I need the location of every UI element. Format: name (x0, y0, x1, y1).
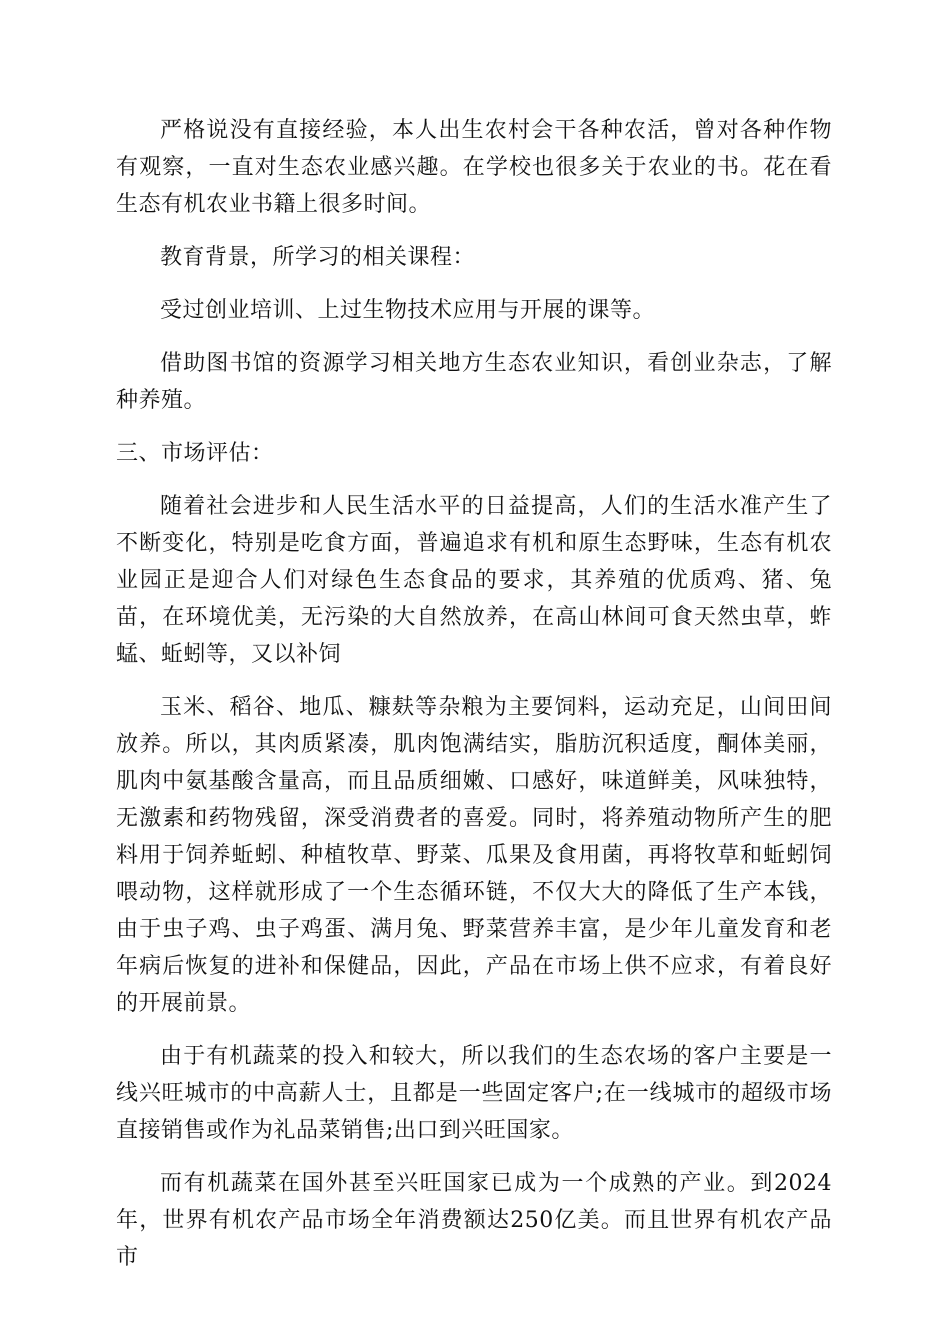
paragraph-experience: 严格说没有直接经验，本人出生农村会干各种农活，曾对各种作物有观察，一直对生态农业感兴趣。在学校也很多关于农业的书。花在看生态有机农业书籍上很多时间。 (116, 118, 832, 217)
paragraph-education-title: 教育背景，所学习的相关课程： (160, 245, 476, 270)
section-heading-market-evaluation: 三、市场评估： (116, 441, 274, 466)
document-body (116, 112, 832, 1276)
paragraph-market-1: 随着社会进步和人民生活水平的日益提高，人们的生活水准产生了不断变化，特别是吃食方面，普遍追求有机和原生态野味，生态有机农业园正是迎合人们对绿色生态食品的要求，其养殖的优质鸡、猪、兔苗，在环境优美，无污染的大自然放养，在高山林间可食天然虫草，蚱蜢、蚯蚓等，又以补饲 (116, 494, 832, 667)
paragraph-library: 借助图书馆的资源学习相关地方生态农业知识，看创业杂志，了解种养殖。 (116, 351, 832, 413)
paragraph-market-2: 玉米、稻谷、地瓜、糠麸等杂粮为主要饲料，运动充足，山间田间放养。所以，其肉质紧凑，肌肉饱满结实，脂肪沉积适度，酮体美丽，肌肉中氨基酸含量高，而且品质细嫩、口感好，味道鲜美，风味独特，无激素和药物残留，深受消费者的喜爱。同时，将养殖动物所产生的肥料用于饲养蚯蚓、种植牧草、野菜、瓜果及食用菌，再将牧草和蚯蚓饲喂动物，这样就形成了一个生态循环链，不仅大大的降低了生产本钱，由于虫子鸡、虫子鸡蛋、满月兔、野菜营养丰富，是少年儿童发育和老年病后恢复的进补和保健品，因此，产品在市场上供不应求，有着良好的开展前景。 (116, 695, 832, 1016)
paragraph-market-4: 而有机蔬菜在国外甚至兴旺国家已成为一个成熟的产业。到2024年，世界有机农产品市场全年消费额达250亿美。而且世界有机农产品市 (116, 1171, 832, 1270)
paragraph-market-3: 由于有机蔬菜的投入和较大，所以我们的生态农场的客户主要是一线兴旺城市的中高薪人士，且都是一些固定客户;在一线城市的超级市场直接销售或作为礼品菜销售;出口到兴旺国家。 (116, 1044, 832, 1143)
paragraph-courses: 受过创业培训、上过生物技术应用与开展的课等。 (160, 298, 656, 323)
